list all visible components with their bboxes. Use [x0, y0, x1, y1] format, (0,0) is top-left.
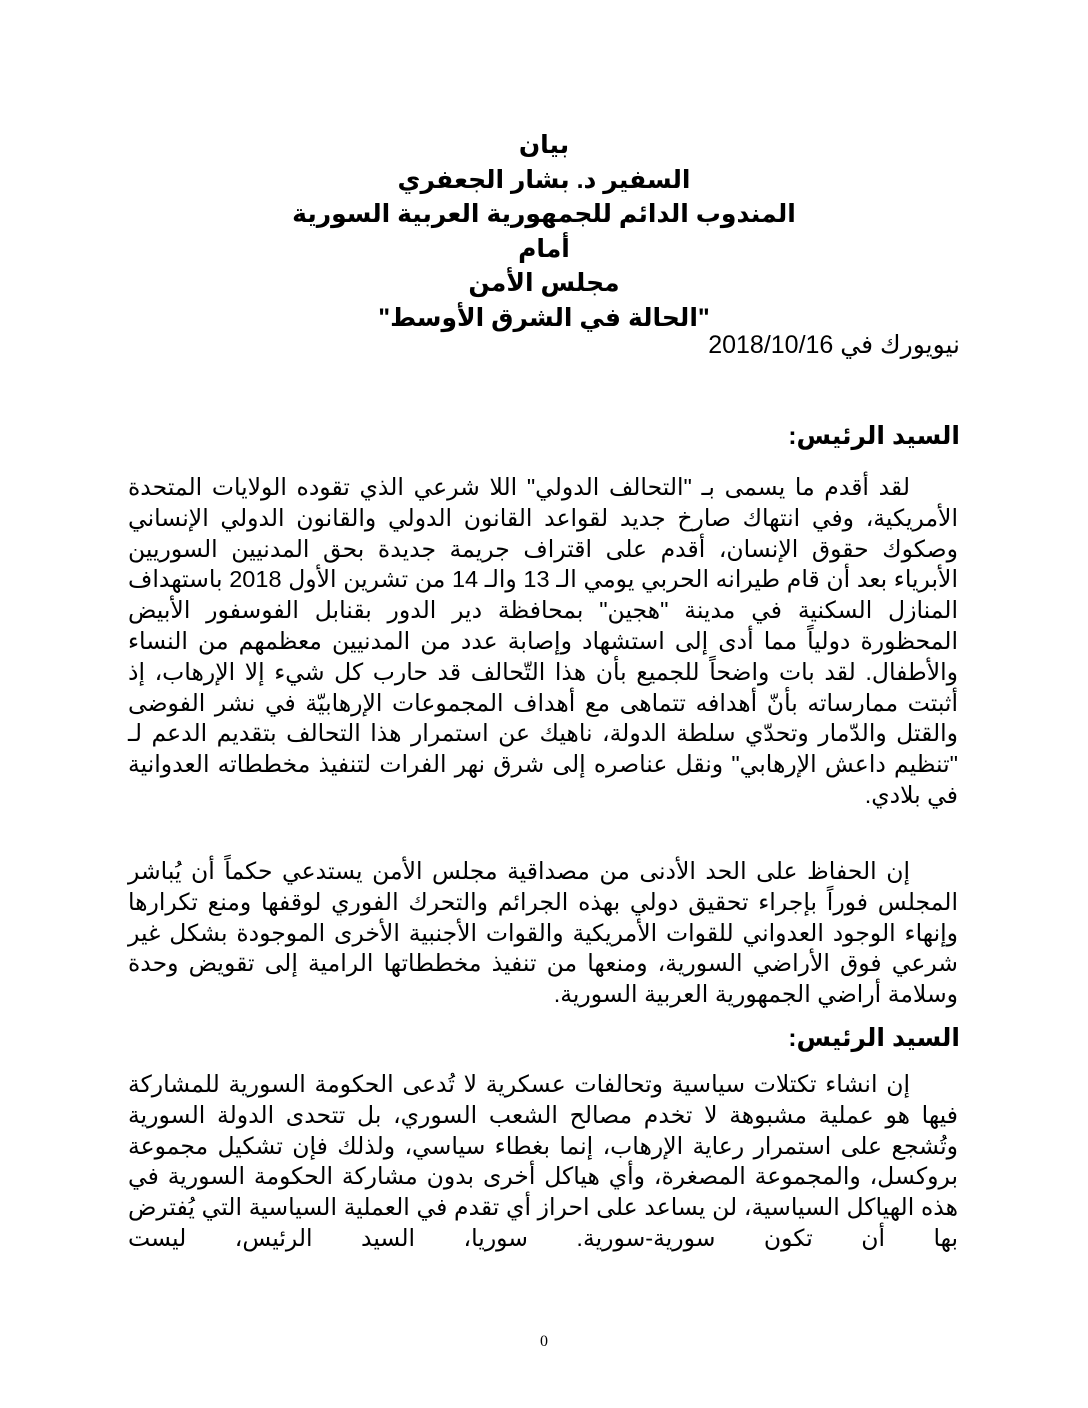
salutation: السيد الرئيس: — [788, 422, 960, 450]
page-number: 0 — [540, 1333, 548, 1350]
heading-topic: "الحالة في الشرق الأوسط" — [378, 303, 710, 332]
statement-heading — [130, 128, 958, 335]
heading-speaker: السفير د. بشار الجعفري — [397, 165, 691, 194]
paragraph-1: لقد أقدم ما يسمى بـ "التحالف الدولي" اللا شرعي الذي تقوده الولايات المتحدة الأمريكية، وفي انتهاك صارخ جديد لقواعد القانون الدولي والقانون الدولي الإنساني وصكوك حقوق الإنسان، أقدم على اقتراف جريمة جديدة بحق المدنيين السوريين الأبرياء بعد أن قام طيرانه الحربي يومي الـ 13 والـ 14 من تشرين الأول 2018 باستهداف المنازل السكنية في مدينة "هجين" بمحافظة دير الدور بقنابل الفوسفور الأبيض المحظورة دولياً مما أدى إلى استشهاد وإصابة عدد من المدنيين معظمهم من النساء والأطفال. لقد بات واضحاً للجميع بأن هذا التّحالف قد حارب كل شيء إلا الإرهاب، إذ أثبتت ممارساته بأنّ أهدافه تتماهى مع أهداف المجموعات الإرهابيّة في نشر الفوضى والقتل والدّمار وتحدّي سلطة الدولة، ناهيك عن استمرار هذا التحالف بتقديم الدعم لـ "تنظيم داعش الإرهابي" ونقل عناصره إلى شرق نهر الفرات لتنفيذ مخططاته العدوانية في بلادي. — [128, 474, 958, 808]
heading-title: بيان — [518, 131, 570, 159]
heading-body: مجلس الأمن — [468, 269, 620, 297]
paragraph-2: إن الحفاظ على الحد الأدنى من مصداقية مجلس الأمن يستدعي حكماً أن يُباشر المجلس فوراً بإجراء تحقيق دولي بهذه الجرائم والتحرك الفوري لوقفها ومنع تكرارها وإنهاء الوجود العدواني للقوات الأمريكية والقوات الأجنبية الأخرى الموجودة بشكل غير شرعي فوق الأراضي السورية، ومنعها من تنفيذ مخططاتها الرامية إلى تقويض وحدة وسلامة أراضي الجمهورية العربية السورية. — [128, 858, 958, 1008]
paragraph-3: إن انشاء تكتلات سياسية وتحالفات عسكرية لا تُدعى الحكومة السورية للمشاركة فيها هو عملية مشبوهة لا تخدم مصالح الشعب السوري، بل تتحدى الدولة السورية وتُشجع على استمرار رعاية الإرهاب، إنما بغطاء سياسي، ولذلك فإن تشكيل مجموعة بروكسل، والمجموعة المصغرة، وأي هياكل أخرى بدون مشاركة الحكومة السورية في هذه الهياكل السياسية، لن يساعد على احراز أي تقدم في العملية السياسية التي يُفترض بها أن تكون سورية-سورية. سوريا، السيد الرئيس، ليست — [128, 1071, 958, 1251]
heading-position: المندوب الدائم للجمهورية العربية السورية — [292, 200, 796, 228]
heading-before: أمام — [518, 234, 570, 263]
salutation: السيد الرئيس: — [788, 1024, 960, 1052]
dateline: نيويورك في 2018/10/16 — [708, 331, 960, 359]
